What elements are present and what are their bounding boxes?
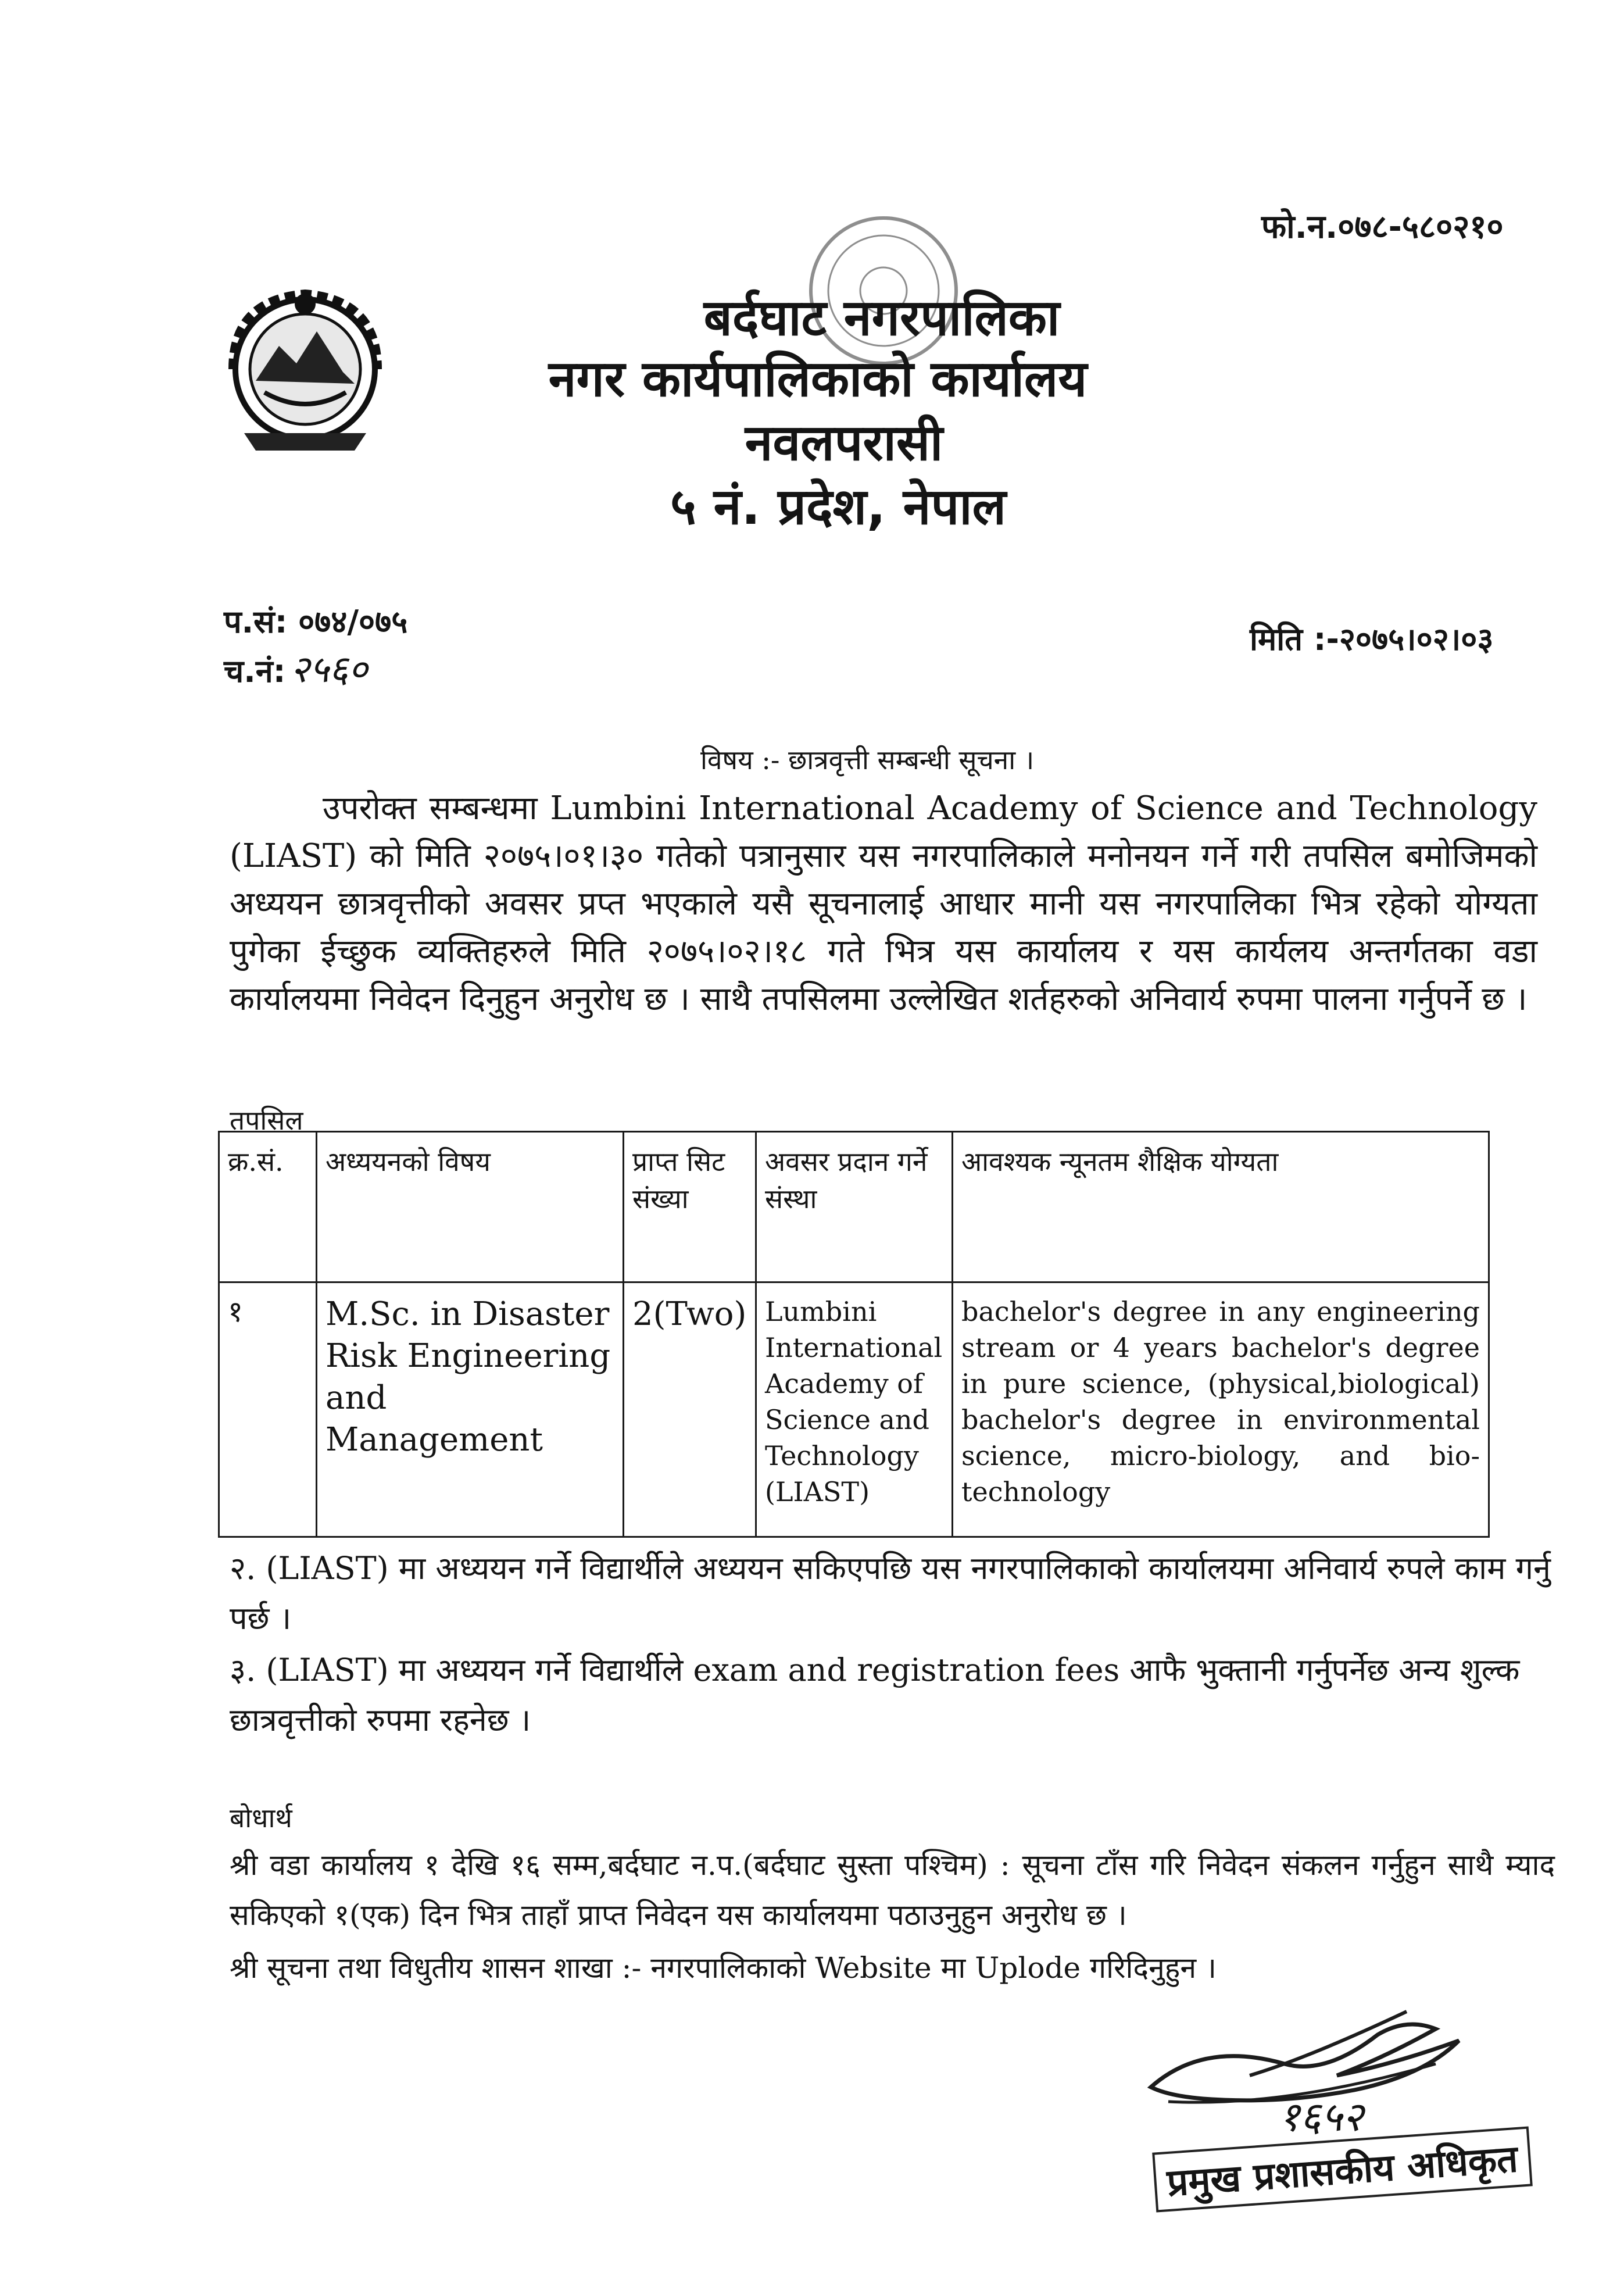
table-header-row	[219, 1132, 1489, 1282]
signature-number: १६५२	[1279, 2093, 1364, 2141]
header-qualification: आवश्यक न्यूनतम शैक्षिक योग्यता	[953, 1132, 1489, 1282]
cc-it-section: श्री सूचना तथा विधुतीय शासन शाखा :- नगरपालिकाको Website मा Uplode गरिदिनुहुन ।	[230, 1951, 1217, 1985]
cc-ward-offices: श्री वडा कार्यालय १ देखि १६ सम्म,बर्दघाट न.प.(बर्दघाट सुस्ता पश्चिम) : सूचना टाँस गरि निवेदन संकलन गर्नुहुन साथै म्याद सकिएको १(एक) दिन भित्र ताहाँ प्राप्त निवेदन यस कार्यालयमा पठाउनुहुन अनुरोध छ ।	[230, 1848, 1555, 1932]
office-name: नगर कार्यपालिकाको कार्यालय	[548, 350, 1088, 408]
cell-seats: 2(Two)	[624, 1282, 756, 1537]
cell-institution: Lumbini International Academy of Science and Technology (LIAST)	[756, 1282, 953, 1537]
table-row	[219, 1282, 1489, 1537]
condition-2: २. (LIAST) मा अध्ययन गर्ने विद्यार्थीले अध्ययन सकिएपछि यस नगरपालिकाको कार्यालयमा अनिवार्य रुपले काम गर्नु पर्छ ।	[230, 1550, 1551, 1637]
dispatch-number	[224, 642, 368, 693]
subject-line: विषय :- छात्रवृत्ती सम्बन्धी सूचना ।	[700, 744, 1035, 776]
tapsil-label: तपसिल	[230, 1105, 303, 1136]
designation-stamp: प्रमुख प्रशासकीय अधिकृत	[1152, 2126, 1532, 2212]
district-name: नवलपरासी	[745, 414, 943, 472]
body-paragraph: उपरोक्त सम्बन्धमा Lumbini International Academy of Science and Technology (LIAST) को मिति २०७५।०१।३० गतेको पत्रानुसार यस नगरपालिकाले मनोनयन गर्ने गरी तपसिल बमोजिमको अध्ययन छात्रवृत्तीको अवसर प्रप्त भएकाले यसै सूचनालाई आधार मानी यस नगरपालिका भित्र रहेको योग्यता पुगेका ईच्छुक व्यक्तिहरुले मिति २०७५।०२।१८ गते भित्र यस कार्यालय र यस कार्यलय अन्तर्गतका वडा कार्यालयमा निवेदन दिनुहुन अनुरोध छ । साथै तपसिलमा उल्लेखित शर्तहरुको अनिवार्य रुपमा पालना गर्नुपर्ने छ ।	[230, 789, 1537, 1018]
municipality-name: बर्दघाट नगरपालिका	[703, 289, 1060, 347]
condition-3: ३. (LIAST) मा अध्ययन गर्ने विद्यार्थीले exam and registration fees आफै भुक्तानी गर्नुपर्नेछ अन्य शुल्क छात्रवृत्तीको रुपमा रहनेछ ।	[230, 1652, 1520, 1738]
dispatch-number-value: २५६०	[290, 648, 368, 691]
header-seats: प्राप्त सिट संख्या	[624, 1132, 756, 1282]
cell-qualification: bachelor's degree in any engineering stream or 4 years bachelor's degree in pure science, (physical,biological) bachelor's degree in environmental science, micro-biology, and bio-technology	[953, 1282, 1489, 1537]
cell-subject: M.Sc. in Disaster Risk Engineering and Management	[317, 1282, 624, 1537]
dispatch-number-label: च.नं:	[224, 653, 286, 689]
cell-serial: १	[219, 1282, 317, 1537]
scholarship-table	[218, 1131, 1490, 1538]
letter-date: मिति :-२०७५।०२।०३	[1250, 621, 1494, 658]
header-institution: अवसर प्रदान गर्ने संस्था	[756, 1132, 953, 1282]
province-country: ५ नं. प्रदेश, नेपाल	[670, 478, 1006, 536]
header-subject: अध्ययनको विषय	[317, 1132, 624, 1282]
bodhartha-label: बोधार्थ	[230, 1802, 292, 1834]
header-serial: क्र.सं.	[219, 1132, 317, 1282]
fiscal-year-ref: प.सं: ०७४/०७५	[224, 603, 408, 640]
fax-number: फो.न.०७८-५८०२१०	[1261, 208, 1504, 246]
